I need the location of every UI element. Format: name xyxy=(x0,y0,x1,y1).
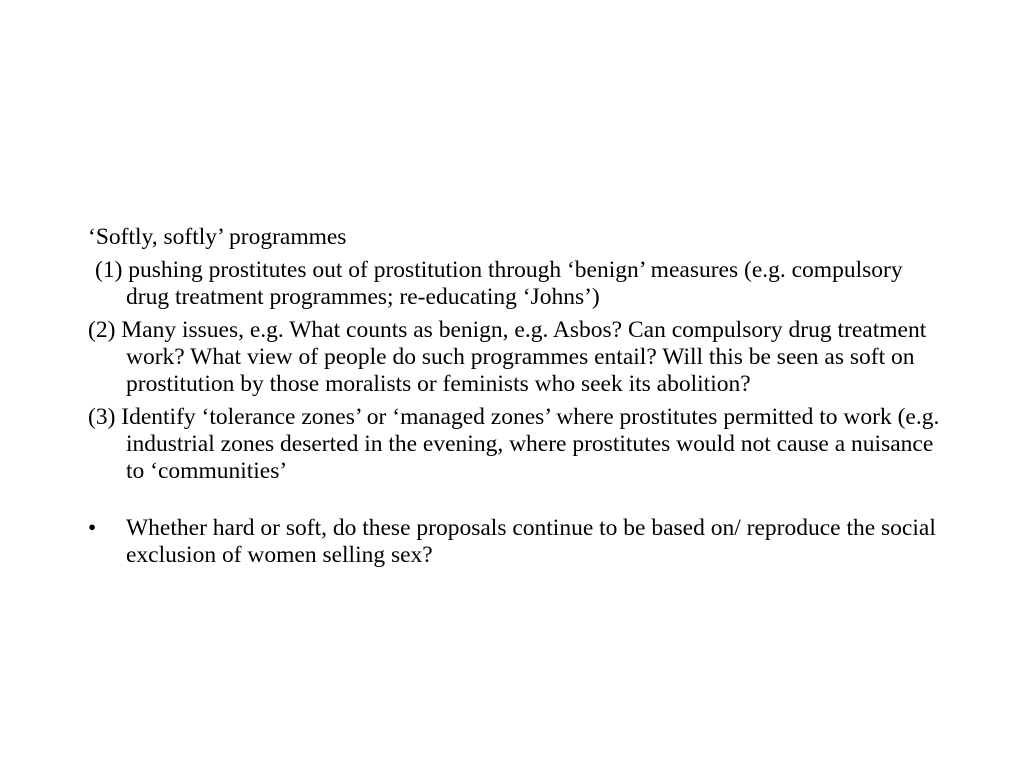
point-3: (3) Identify ‘tolerance zones’ or ‘managed zones’ where prostitutes permitted to work (e.g. industrial zones deserted in the evening, where prostitutes would not cause a nuisance to ‘communities’ xyxy=(88,404,940,484)
point-1: (1) pushing prostitutes out of prostitution through ‘benign’ measures (e.g. compulsory drug treatment programmes; re-educating ‘Johns’) xyxy=(95,257,903,310)
slide-body xyxy=(88,224,948,569)
bullet-text: Whether hard or soft, do these proposals continue to be based on/ reproduce the social exclusion of women selling sex? xyxy=(126,515,936,568)
spacer xyxy=(88,491,948,515)
point-2: (2) Many issues, e.g. What counts as benign, e.g. Asbos? Can compulsory drug treatment work? What view of people do such programmes entail? Will this be seen as soft on prostitution by those moralists or feminists who seek its abolition? xyxy=(88,317,927,397)
bullet-item xyxy=(88,515,948,569)
bullet-icon: • xyxy=(88,515,97,541)
section-heading: ‘Softly, softly’ programmes xyxy=(88,224,347,250)
